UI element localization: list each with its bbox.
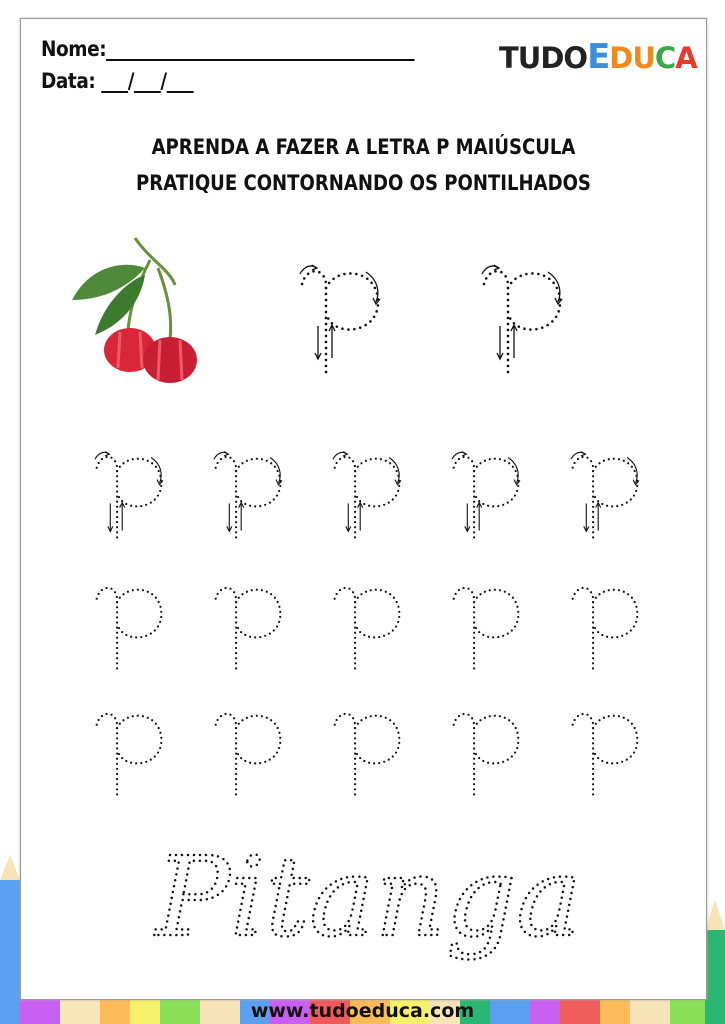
tracing-letter-p <box>335 714 400 800</box>
website-url[interactable]: www.tudoeduca.com <box>250 1000 475 1022</box>
tracing-letter-p <box>216 588 281 674</box>
guided-letter-p <box>95 452 163 543</box>
pitanga-fruit-image <box>72 238 197 383</box>
logo-text: E <box>587 37 610 77</box>
guided-letter-p <box>452 452 520 543</box>
tracing-letter-p <box>573 588 638 674</box>
name-field[interactable]: Nome:___________________________________ <box>41 37 415 61</box>
date-field[interactable]: Data: ___/___/___ <box>41 69 194 93</box>
tracing-letter-p <box>97 588 162 674</box>
guided-letter-p <box>300 265 380 372</box>
instruction-line-2: PRATIQUE CONTORNANDO OS PONTILHADOS <box>136 171 591 195</box>
tracing-letter-p <box>216 714 281 800</box>
guided-letter-p <box>333 452 401 543</box>
tracing-letter-p <box>454 714 519 800</box>
guided-letter-p <box>214 452 282 543</box>
logo-text: TUDO <box>499 41 588 75</box>
tracing-word: Pitanga <box>156 833 582 961</box>
tracing-letter-p <box>97 714 162 800</box>
instruction-line-1: APRENDA A FAZER A LETRA P MAIÚSCULA <box>151 135 576 159</box>
logo-text: A <box>675 41 697 75</box>
guided-letter-p <box>571 452 639 543</box>
tracing-letter-p <box>573 714 638 800</box>
logo-text: DU <box>609 41 655 75</box>
tracing-letter-p <box>454 588 519 674</box>
tracing-letter-p <box>335 588 400 674</box>
logo-text: C <box>654 41 676 75</box>
guided-letter-p <box>482 265 562 372</box>
